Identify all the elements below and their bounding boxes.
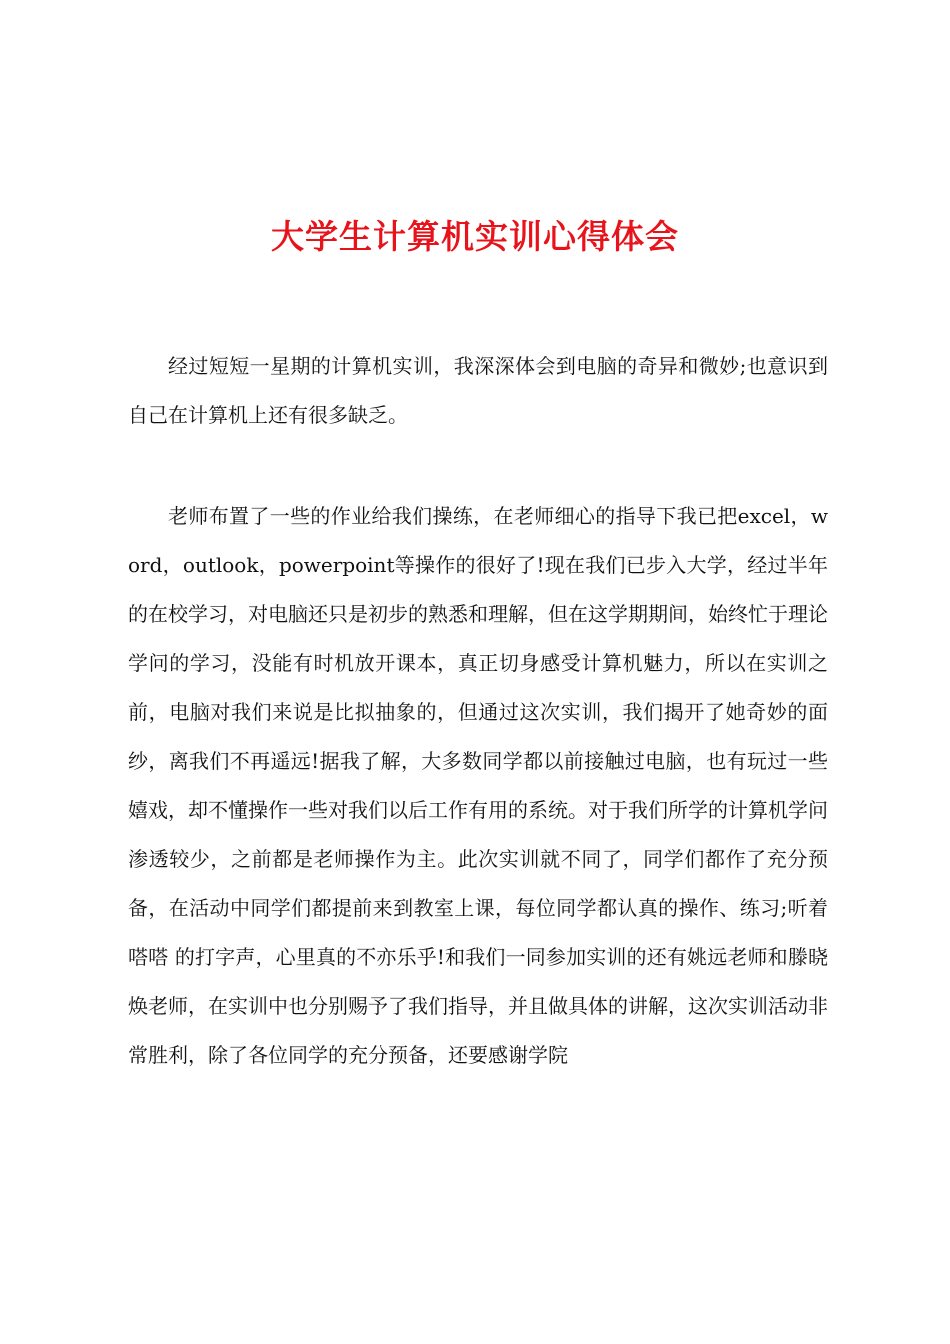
paragraph-main: 老师布置了一些的作业给我们操练，在老师细心的指导下我已把excel，word，outlook，powerpoint等操作的很好了!现在我们已步入大学，经过半年的在校学习，对电脑还只是初步的熟悉和理解，但在这学期期间，始终忙于理论学问的学习，没能有时机放开课本，真正切身感受计算机魅力，所以在实训之前，电脑对我们来说是比拟抽象的，但通过这次实训，我们揭开了她奇妙的面纱，离我们不再遥远!据我了解，大多数同学都以前接触过电脑，也有玩过一些嬉戏，却不懂操作一些对我们以后工作有用的系统。对于我们所学的计算机学问渗透较少，之前都是老师操作为主。此次实训就不同了，同学们都作了充分预备，在活动中同学们都提前来到教室上课，每位同学都认真的操作、练习;听着嗒嗒 的打字声，心里真的不亦乐乎!和我们一同参加实训的还有姚远老师和滕晓焕老师，在实训中也分别赐予了我们指导，并且做具体的讲解，这次实训活动非常胜利，除了各位同学的充分预备，还要感谢学院 — [128, 504, 828, 1067]
paragraph-intro: 经过短短一星期的计算机实训，我深深体会到电脑的奇异和微妙;也意识到自己在计算机上还有很多缺乏。 — [128, 354, 828, 427]
document-title: 大学生计算机实训心得体会 — [271, 217, 679, 256]
